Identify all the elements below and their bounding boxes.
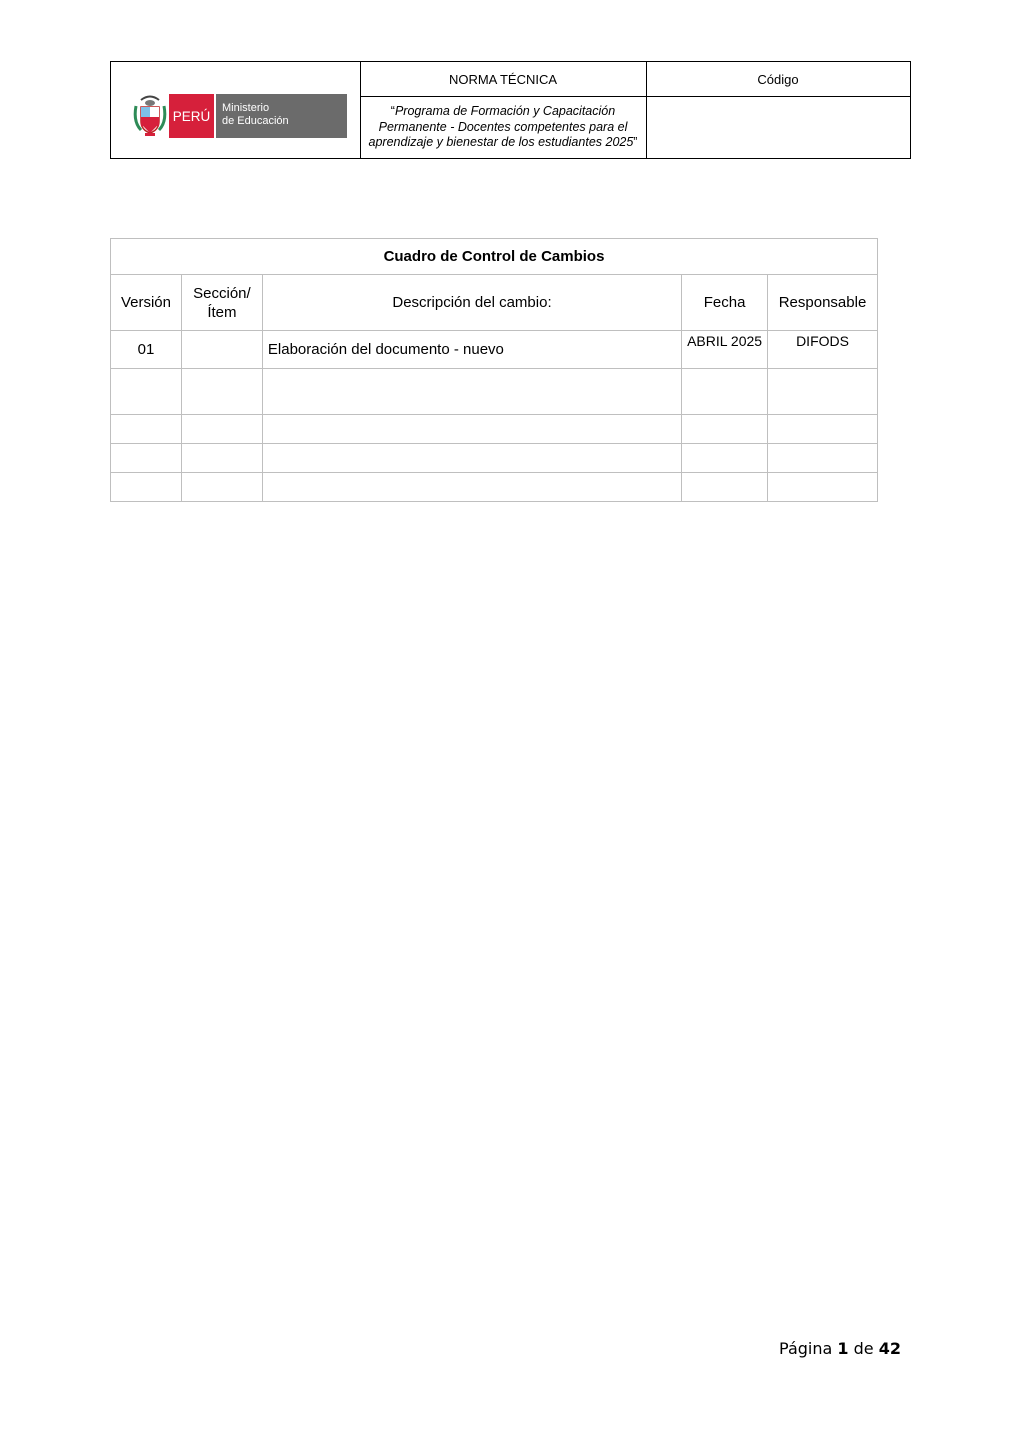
- document-header: [110, 61, 911, 159]
- cell-description: [262, 369, 681, 415]
- cell-responsible: DIFODS: [768, 331, 878, 369]
- ministry-line-2: de Educación: [222, 115, 289, 127]
- cell-responsible: [768, 415, 878, 444]
- cell-section: [181, 331, 262, 369]
- table-row: [111, 415, 878, 444]
- header-middle-cell: [360, 62, 647, 158]
- cell-date: [682, 369, 768, 415]
- table-row: [111, 473, 878, 502]
- col-header-version: Versión: [111, 275, 182, 331]
- table-header-row: [111, 275, 878, 331]
- cell-responsible: [768, 369, 878, 415]
- cell-section: [181, 415, 262, 444]
- cell-section: [181, 369, 262, 415]
- norma-tecnica-label: NORMA TÉCNICA: [360, 62, 646, 97]
- col-header-section: Sección/ Ítem: [181, 275, 262, 331]
- minedu-logo: [133, 94, 347, 138]
- page-number: 1: [837, 1339, 849, 1358]
- page-number-footer: [779, 1339, 901, 1358]
- change-control-table: [110, 238, 878, 502]
- cell-version: [111, 369, 182, 415]
- cell-description: Elaboración del documento - nuevo: [262, 331, 681, 369]
- table-row: [111, 369, 878, 415]
- codigo-value: [646, 97, 910, 158]
- page-word: Página: [779, 1339, 833, 1358]
- table-row: [111, 444, 878, 473]
- cell-responsible: [768, 473, 878, 502]
- table-row: [111, 331, 878, 369]
- program-title: Programa de Formación y Capacitación Permanente - Docentes competentes para el aprendizaje y bienestar de los estudiantes 2025: [368, 104, 634, 150]
- cell-section: [181, 444, 262, 473]
- cell-section: [181, 473, 262, 502]
- table-title: Cuadro de Control de Cambios: [111, 239, 878, 275]
- peru-label: PERÚ: [169, 94, 214, 138]
- table-title-row: [111, 239, 878, 275]
- close-quote: ”: [633, 135, 638, 150]
- cell-version: 01: [111, 331, 182, 369]
- cell-version: [111, 444, 182, 473]
- header-right-cell: [646, 62, 910, 158]
- total-pages: 42: [878, 1339, 901, 1358]
- cell-date: [682, 415, 768, 444]
- cell-version: [111, 415, 182, 444]
- ministry-label: [214, 94, 347, 138]
- ministry-line-1: Ministerio: [222, 102, 270, 114]
- cell-responsible: [768, 444, 878, 473]
- logo-cell: [111, 62, 361, 158]
- cell-description: [262, 444, 681, 473]
- col-header-description: Descripción del cambio:: [262, 275, 681, 331]
- codigo-label: Código: [646, 62, 910, 97]
- open-quote: “: [390, 104, 395, 119]
- cell-description: [262, 415, 681, 444]
- col-header-responsible: Responsable: [768, 275, 878, 331]
- cell-date: ABRIL 2025: [682, 331, 768, 369]
- cell-date: [682, 444, 768, 473]
- cell-version: [111, 473, 182, 502]
- cell-description: [262, 473, 681, 502]
- of-word: de: [853, 1339, 874, 1358]
- cell-date: [682, 473, 768, 502]
- program-title-cell: [360, 97, 646, 158]
- col-header-date: Fecha: [682, 275, 768, 331]
- peru-coat-of-arms-icon: [133, 94, 167, 138]
